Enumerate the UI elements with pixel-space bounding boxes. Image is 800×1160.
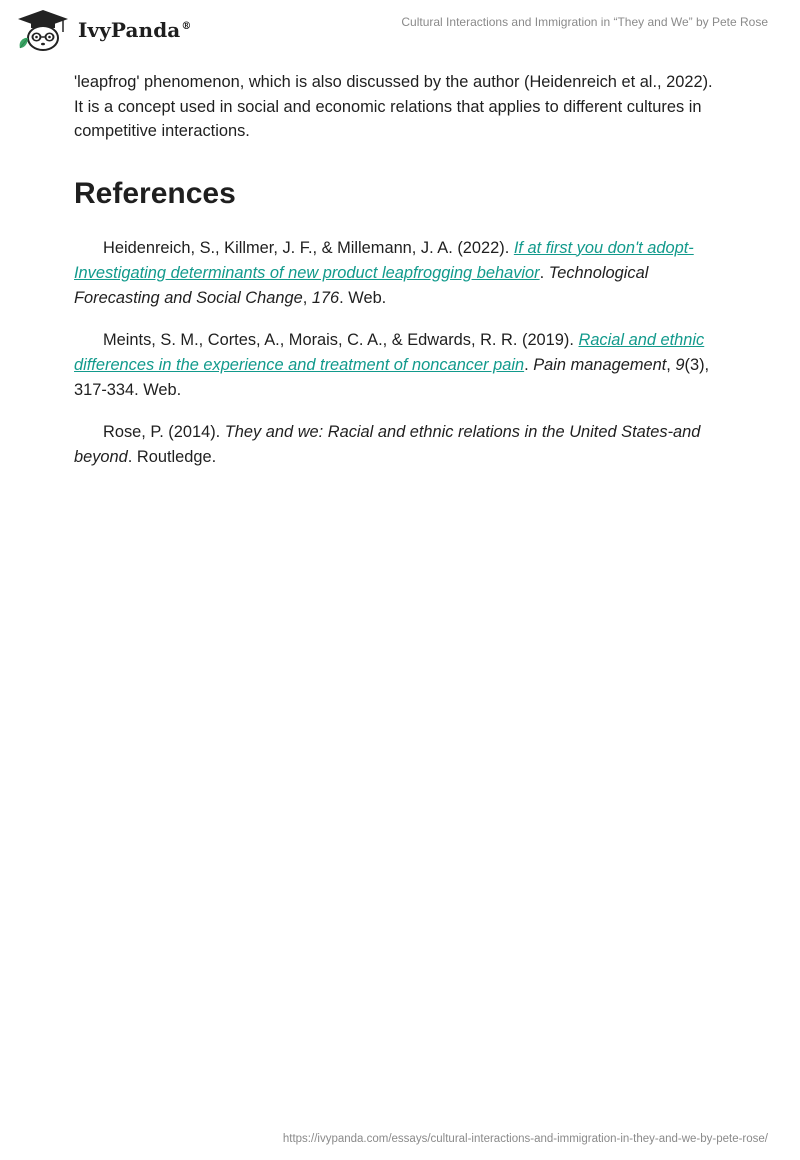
reference-item: Heidenreich, S., Killmer, J. F., & Millemann, J. A. (2022). If at first you don't adopt-Investigating determinants of new product leapfrogging behavior. Technological Forecasting and Social Change, 176. Web. bbox=[74, 238, 694, 307]
reference-volume: 176 bbox=[311, 288, 340, 307]
reference-authors: Meints, S. M., Cortes, A., Morais, C. A., & Edwards, R. R. (2019). bbox=[103, 330, 579, 349]
reference-volume: 9 bbox=[675, 355, 685, 374]
ivypanda-logo[interactable] bbox=[14, 8, 191, 52]
reference-list bbox=[74, 236, 726, 470]
reference-item: Rose, P. (2014). They and we: Racial and ethnic relations in the United States-and beyond. Routledge. bbox=[74, 422, 701, 466]
reference-item: Meints, S. M., Cortes, A., Morais, C. A., & Edwards, R. R. (2019). Racial and ethnic differences in the experience and treatment of noncancer pain. Pain management, 9(3), 317-334. Web. bbox=[74, 330, 710, 399]
body-paragraph: 'leapfrog' phenomenon, which is also discussed by the author (Heidenreich et al., 2022). It is a concept used in social and economic relations that applies to different cultures in competitive interactions. bbox=[74, 73, 713, 140]
running-title: Cultural Interactions and Immigration in “They and We” by Pete Rose bbox=[401, 15, 768, 29]
reference-authors: Heidenreich, S., Killmer, J. F., & Millemann, J. A. (2022). bbox=[103, 238, 514, 257]
reference-authors: Rose, P. (2014). bbox=[103, 422, 225, 441]
brand-name: IvyPanda® bbox=[78, 18, 192, 42]
panda-graduate-icon bbox=[14, 8, 72, 52]
page-header bbox=[0, 0, 800, 64]
source-url: https://ivypanda.com/essays/cultural-interactions-and-immigration-in-they-and-we-by-pete-rose/ bbox=[282, 1133, 768, 1145]
registered-mark: ® bbox=[181, 21, 192, 33]
reference-link[interactable]: If at first you don't adopt-Investigating determinants of new product leapfrogging behavior bbox=[74, 238, 694, 282]
reference-link[interactable]: Racial and ethnic differences in the experience and treatment of noncancer pain bbox=[74, 330, 705, 374]
references-heading: References bbox=[74, 176, 236, 210]
reference-journal: Technological Forecasting and Social Change bbox=[74, 263, 649, 307]
document-body bbox=[74, 70, 726, 487]
reference-book-title: They and we: Racial and ethnic relations in the United States-and beyond bbox=[74, 422, 701, 466]
reference-journal: Pain management bbox=[533, 355, 667, 374]
